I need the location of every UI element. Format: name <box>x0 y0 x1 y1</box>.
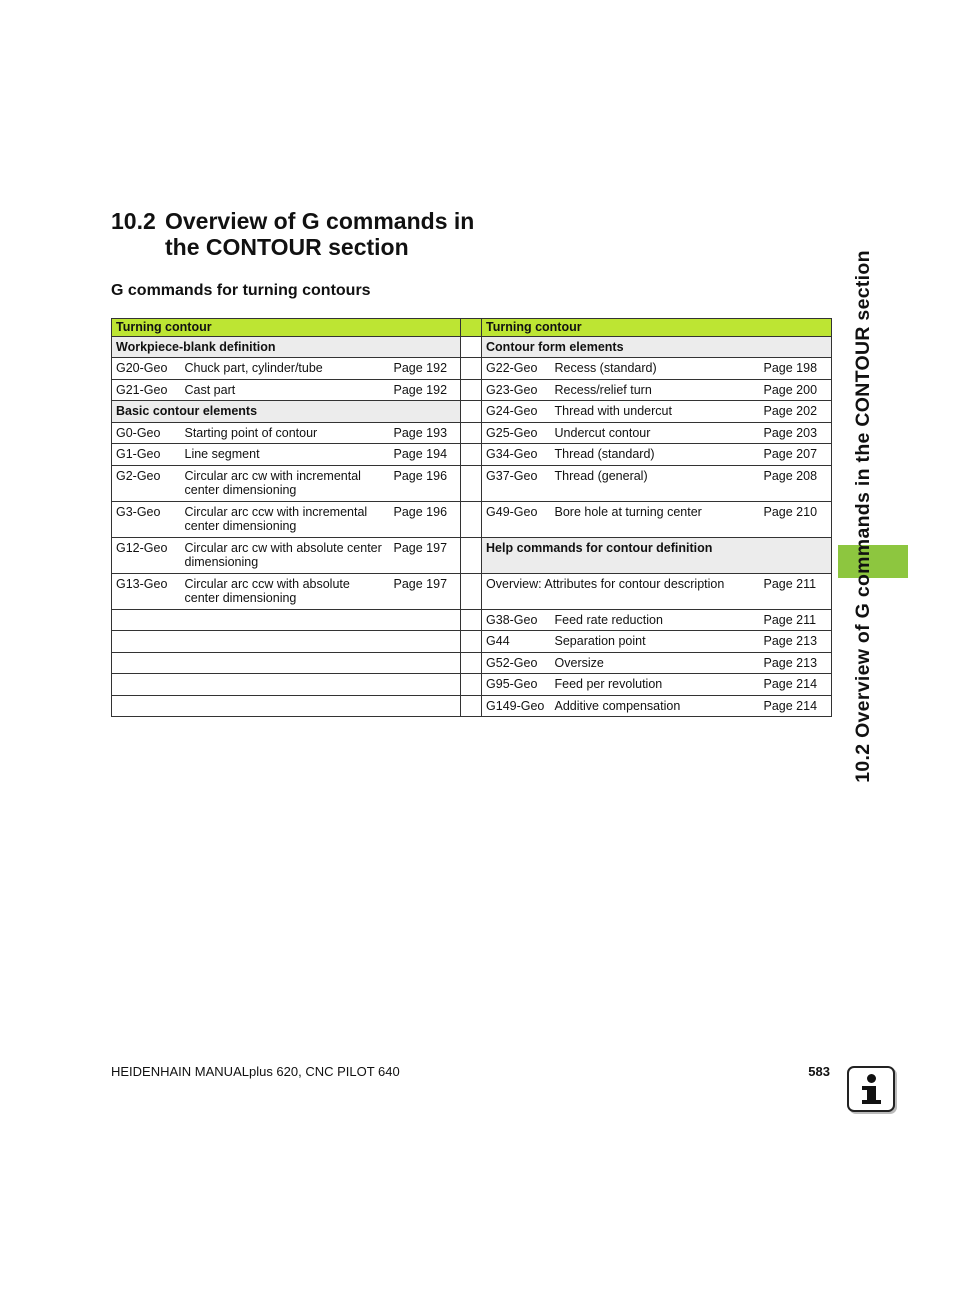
page-reference: Page 196 <box>390 501 461 537</box>
page-number: 583 <box>808 1064 830 1079</box>
page-reference: Page 214 <box>760 674 832 696</box>
command-description: Circular arc ccw with incremental center dimensioning <box>181 501 390 537</box>
command-description: Circular arc ccw with absolute center dimensioning <box>181 573 390 609</box>
table-row <box>112 652 832 674</box>
command-description: Recess (standard) <box>551 358 760 380</box>
empty-cell <box>112 674 461 696</box>
column-gap <box>461 609 482 631</box>
section-number: 10.2 <box>111 208 156 234</box>
command-code: G0-Geo <box>112 422 181 444</box>
left-header: Turning contour <box>112 319 461 337</box>
title-line-2: the CONTOUR section <box>165 234 409 260</box>
section-heading: Workpiece-blank definition <box>112 336 461 358</box>
column-gap <box>461 501 482 537</box>
column-gap <box>461 358 482 380</box>
table-row <box>112 358 832 380</box>
command-code: G25-Geo <box>482 422 551 444</box>
command-description: Thread with undercut <box>551 401 760 423</box>
command-code: G3-Geo <box>112 501 181 537</box>
command-description: Starting point of contour <box>181 422 390 444</box>
page-reference: Page 197 <box>390 573 461 609</box>
column-gap <box>461 465 482 501</box>
command-code: G149-Geo <box>482 695 551 717</box>
command-code: G21-Geo <box>112 379 181 401</box>
table-row <box>112 537 832 573</box>
command-code: G23-Geo <box>482 379 551 401</box>
command-code: G37-Geo <box>482 465 551 501</box>
command-code: G49-Geo <box>482 501 551 537</box>
footer-text: HEIDENHAIN MANUALplus 620, CNC PILOT 640 <box>111 1064 400 1079</box>
page-reference: Page 193 <box>390 422 461 444</box>
section-heading: Help commands for contour definition <box>482 537 832 573</box>
column-gap <box>461 674 482 696</box>
page-reference: Page 192 <box>390 358 461 380</box>
page-reference: Page 208 <box>760 465 832 501</box>
command-code: G44 <box>482 631 551 653</box>
command-description: Cast part <box>181 379 390 401</box>
table-row <box>112 695 832 717</box>
table-row <box>112 379 832 401</box>
column-gap <box>461 422 482 444</box>
command-description: Undercut contour <box>551 422 760 444</box>
table-row <box>112 465 832 501</box>
page-reference: Page 196 <box>390 465 461 501</box>
table-header-row <box>112 319 832 337</box>
column-gap <box>461 401 482 423</box>
page-reference: Page 214 <box>760 695 832 717</box>
column-gap <box>461 695 482 717</box>
column-gap <box>461 379 482 401</box>
page-reference: Page 194 <box>390 444 461 466</box>
page-reference: Page 211 <box>760 573 832 609</box>
page-reference: Page 213 <box>760 631 832 653</box>
command-description: Additive compensation <box>551 695 760 717</box>
command-description: Feed rate reduction <box>551 609 760 631</box>
command-code: G52-Geo <box>482 652 551 674</box>
table-row <box>112 401 832 423</box>
side-title-text: 10.2 Overview of G commands in the CONTOUR section <box>851 249 874 783</box>
table-row <box>112 336 832 358</box>
column-gap <box>461 444 482 466</box>
g-commands-table <box>111 318 832 717</box>
table-body <box>112 319 832 717</box>
info-icon <box>847 1066 895 1112</box>
page-reference: Page 200 <box>760 379 832 401</box>
command-description: Circular arc cw with absolute center dimensioning <box>181 537 390 573</box>
command-code: G12-Geo <box>112 537 181 573</box>
page-reference: Page 211 <box>760 609 832 631</box>
table-row <box>112 501 832 537</box>
table-row <box>112 444 832 466</box>
column-gap <box>461 652 482 674</box>
subheading: G commands for turning contours <box>111 282 371 299</box>
empty-cell <box>112 631 461 653</box>
table-row <box>112 609 832 631</box>
table-row <box>112 422 832 444</box>
empty-cell <box>112 652 461 674</box>
command-description: Thread (general) <box>551 465 760 501</box>
command-description: Feed per revolution <box>551 674 760 696</box>
command-code: G13-Geo <box>112 573 181 609</box>
section-heading: Basic contour elements <box>112 401 461 423</box>
command-code: G38-Geo <box>482 609 551 631</box>
command-description: Recess/relief turn <box>551 379 760 401</box>
side-title <box>840 213 886 819</box>
command-code: G34-Geo <box>482 444 551 466</box>
column-gap <box>461 319 482 337</box>
right-header: Turning contour <box>482 319 832 337</box>
command-description: Chuck part, cylinder/tube <box>181 358 390 380</box>
command-code: G22-Geo <box>482 358 551 380</box>
table-row <box>112 573 832 609</box>
section-heading: Contour form elements <box>482 336 832 358</box>
command-code: G2-Geo <box>112 465 181 501</box>
command-description: Bore hole at turning center <box>551 501 760 537</box>
table-row <box>112 674 832 696</box>
empty-cell <box>112 695 461 717</box>
table-row <box>112 631 832 653</box>
command-description: Circular arc cw with incremental center dimensioning <box>181 465 390 501</box>
command-description: Overview: Attributes for contour description <box>482 573 760 609</box>
page-reference: Page 213 <box>760 652 832 674</box>
empty-cell <box>112 609 461 631</box>
column-gap <box>461 336 482 358</box>
command-description: Oversize <box>551 652 760 674</box>
title-line-1: Overview of G commands in <box>165 208 475 234</box>
command-code: G20-Geo <box>112 358 181 380</box>
column-gap <box>461 573 482 609</box>
page-reference: Page 207 <box>760 444 832 466</box>
page-reference: Page 210 <box>760 501 832 537</box>
page-reference: Page 197 <box>390 537 461 573</box>
command-description: Line segment <box>181 444 390 466</box>
page-reference: Page 203 <box>760 422 832 444</box>
page-title <box>111 208 474 260</box>
column-gap <box>461 537 482 573</box>
command-description: Thread (standard) <box>551 444 760 466</box>
page-reference: Page 198 <box>760 358 832 380</box>
command-code: G1-Geo <box>112 444 181 466</box>
command-code: G24-Geo <box>482 401 551 423</box>
page-reference: Page 202 <box>760 401 832 423</box>
page-reference: Page 192 <box>390 379 461 401</box>
column-gap <box>461 631 482 653</box>
command-code: G95-Geo <box>482 674 551 696</box>
command-description: Separation point <box>551 631 760 653</box>
